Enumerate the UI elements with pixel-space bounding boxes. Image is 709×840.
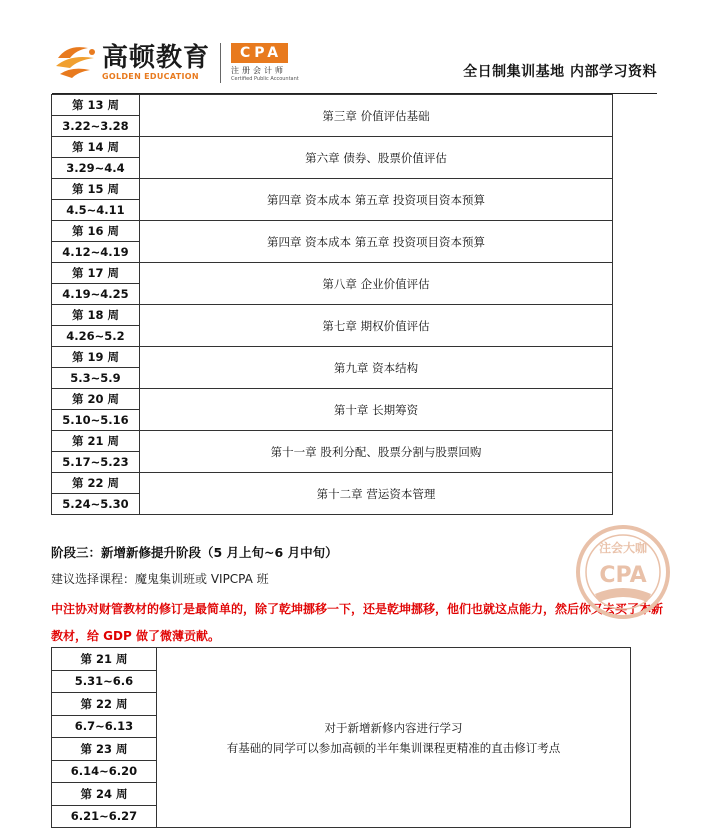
golden-bird-logo-icon [54, 40, 100, 86]
table-row [52, 305, 613, 326]
week-cell: 第 15 周 [52, 179, 140, 200]
content-cell: 第三章 价值评估基础 [140, 95, 613, 137]
date-range-cell: 3.22~3.28 [52, 116, 140, 137]
content-cell: 第四章 资本成本 第五章 投资项目资本预算 [140, 179, 613, 221]
date-range-cell: 6.14~6.20 [52, 760, 157, 783]
table-row [52, 137, 613, 158]
table-row [52, 431, 613, 452]
date-range-cell: 4.12~4.19 [52, 242, 140, 263]
content-cell: 第六章 债券、股票价值评估 [140, 137, 613, 179]
date-range-cell: 5.10~5.16 [52, 410, 140, 431]
date-range-cell: 5.31~6.6 [52, 670, 157, 693]
week-cell: 第 23 周 [52, 738, 157, 761]
header-title: 全日制集训基地 内部学习资料 [463, 64, 657, 80]
stage-three-title: 阶段三：新增新修提升阶段（5 月上旬~6 月中旬） [51, 545, 338, 560]
content-line-2: 有基础的同学可以参加高顿的半年集训课程更精准的直击修订考点 [226, 740, 561, 755]
week-cell: 第 21 周 [52, 648, 157, 671]
content-cell [157, 648, 631, 828]
golden-education-logo [54, 40, 299, 86]
date-range-cell: 5.17~5.23 [52, 452, 140, 473]
date-range-cell: 4.5~4.11 [52, 200, 140, 221]
cpa-chinese-label: 注册会计师 [231, 66, 287, 75]
week-cell: 第 22 周 [52, 693, 157, 716]
date-range-cell: 5.3~5.9 [52, 368, 140, 389]
table-row [52, 263, 613, 284]
content-cell: 第七章 期权价值评估 [140, 305, 613, 347]
date-range-cell: 4.19~4.25 [52, 284, 140, 305]
week-cell: 第 17 周 [52, 263, 140, 284]
date-range-cell: 3.29~4.4 [52, 158, 140, 179]
schedule-table-2 [51, 647, 631, 828]
page-header [0, 0, 709, 96]
date-range-cell: 5.24~5.30 [52, 494, 140, 515]
content-cell: 第十二章 营运资本管理 [140, 473, 613, 515]
week-cell: 第 21 周 [52, 431, 140, 452]
content-cell: 第四章 资本成本 第五章 投资项目资本预算 [140, 221, 613, 263]
cpa-stamp-watermark [573, 522, 673, 622]
content-cell: 第九章 资本结构 [140, 347, 613, 389]
suggested-course: 建议选择课程：魔鬼集训班或 VIPCPA 班 [51, 572, 269, 586]
stamp-center-text: CPA [599, 563, 647, 588]
week-cell: 第 22 周 [52, 473, 140, 494]
red-note: 中注协对财管教材的修订是最简单的，除了乾坤挪移一下，还是乾坤挪移，他们也就这点能力，然后你又去买了本新教材，给 GDP 做了微薄贡献。 [51, 602, 664, 643]
content-cell: 第十一章 股利分配、股票分割与股票回购 [140, 431, 613, 473]
date-range-cell: 4.26~5.2 [52, 326, 140, 347]
week-cell: 第 18 周 [52, 305, 140, 326]
table-row [52, 347, 613, 368]
content-cell: 第十章 长期筹资 [140, 389, 613, 431]
cpa-badge: CPA [231, 43, 288, 63]
logo-chinese-name: 高顿教育 [102, 43, 211, 73]
table-row [52, 221, 613, 242]
cpa-english-label: Certified Public Accountant [231, 76, 299, 82]
table-row [52, 473, 613, 494]
schedule-table-1 [51, 94, 613, 515]
content-cell: 第八章 企业价值评估 [140, 263, 613, 305]
logo-divider [220, 43, 221, 83]
date-range-cell: 6.21~6.27 [52, 805, 157, 828]
date-range-cell: 6.7~6.13 [52, 715, 157, 738]
table-row [52, 389, 613, 410]
week-cell: 第 16 周 [52, 221, 140, 242]
table-row [52, 179, 613, 200]
week-cell: 第 19 周 [52, 347, 140, 368]
logo-english-name: GOLDEN EDUCATION [102, 72, 199, 81]
content-line-1: 对于新增新修内容进行学习 [324, 720, 463, 735]
week-cell: 第 14 周 [52, 137, 140, 158]
table-row [52, 648, 631, 671]
table-row [52, 95, 613, 116]
week-cell: 第 24 周 [52, 783, 157, 806]
week-cell: 第 13 周 [52, 95, 140, 116]
stamp-top-text: 注会大咖 [598, 541, 648, 555]
cpa-logo [231, 43, 299, 83]
week-cell: 第 20 周 [52, 389, 140, 410]
